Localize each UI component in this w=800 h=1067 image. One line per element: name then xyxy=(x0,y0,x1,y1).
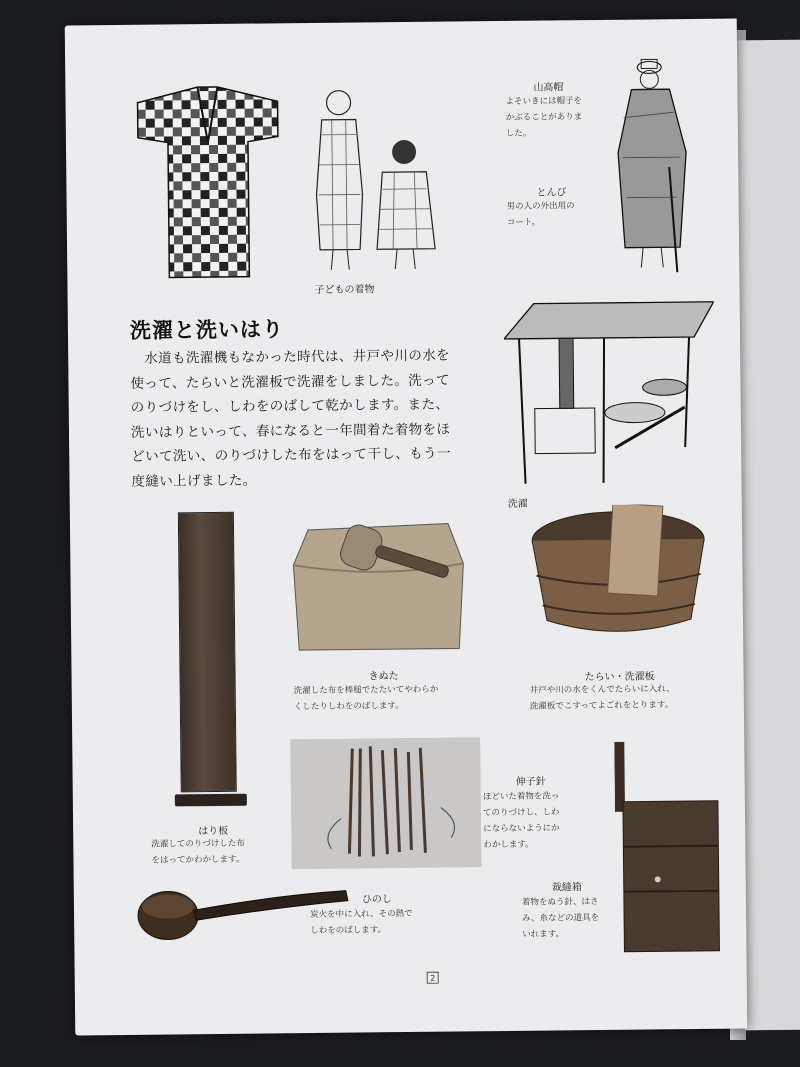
page-number: 2 xyxy=(427,972,439,984)
hinoshi-desc-1: 炭火を中に入れ、その熱で xyxy=(310,908,413,921)
man-coat-illustration xyxy=(613,57,705,278)
tonbi-block xyxy=(506,183,616,231)
tarai-desc-2: 洗濯板でこすってよごれをとります。 xyxy=(529,700,674,712)
tarai-photo xyxy=(528,504,709,646)
paragraph-line-3: のりづけをし、しわをのばして乾かします。また、 xyxy=(130,396,450,416)
hinoshi-desc-2: しわをのばします。 xyxy=(310,925,387,937)
yamataka-desc-2: かぶることがありま xyxy=(505,112,583,123)
paragraph-line-6: 度縫い上げました。 xyxy=(131,472,257,490)
hariita-board-base xyxy=(175,794,247,807)
section-title: 洗濯と洗いはり xyxy=(129,317,285,343)
saihoubako-desc-3: いれます。 xyxy=(522,929,565,940)
shinshi-title: 伸子針 xyxy=(515,776,546,788)
kinuta-title: きぬた xyxy=(368,671,399,683)
paragraph-line-4: 洗いはりといって、春になると一年間着た着物をほ xyxy=(130,421,451,441)
children-illustration xyxy=(303,84,445,275)
paragraph-line-1: 水道も洗濯機もなかった時代は、井戸や川の水を xyxy=(144,347,451,367)
hinoshi-title: ひのし xyxy=(361,894,392,906)
hariita-desc-2: をはってかわかします。 xyxy=(151,854,245,866)
book-page xyxy=(65,19,748,1036)
yamataka-block xyxy=(505,78,616,142)
tonbi-desc-2: コート。 xyxy=(506,217,541,228)
saihoubako-desc-1: 着物をぬう針、はさ xyxy=(521,897,599,908)
paragraph-line-2: 使って、たらいと洗濯板で洗濯をしました。洗って xyxy=(130,372,450,392)
yamataka-desc-1: よそいきには帽子を xyxy=(505,96,583,107)
shinshi-desc-2: てのりづけし、しわ xyxy=(482,807,560,819)
kinuta-photo xyxy=(288,503,470,665)
paragraph-line-5: どいて洗い、のりづけした布をはって干し、もう一 xyxy=(131,445,452,465)
shinshi-desc-3: にならないようにか xyxy=(483,823,560,835)
yamataka-desc-3: した。 xyxy=(505,128,532,139)
hariita-desc-1: 洗濯してのりづけした布 xyxy=(151,838,245,850)
hariita-title: はり板 xyxy=(198,825,229,838)
kimono-illustration xyxy=(127,81,289,283)
kinuta-desc-1: 洗濯した布を棒槌でたたいてやわらか xyxy=(293,684,439,697)
saihoubako-desc-2: み、糸などの道具を xyxy=(522,912,600,924)
main-paragraph xyxy=(130,343,502,494)
washing-scene-illustration xyxy=(504,297,716,489)
saihoubako-title: 裁縫箱 xyxy=(551,882,582,894)
hariita-board-photo xyxy=(178,512,237,793)
shinshi-photo xyxy=(290,737,481,869)
yamataka-title: 山高帽 xyxy=(533,82,564,94)
tarai-desc-1: 井戸や川の水をくんでたらいに入れ、 xyxy=(529,684,675,696)
kinuta-desc-2: くしたりしわをのばします。 xyxy=(293,701,404,713)
shinshi-desc-1: ほどいた着物を洗っ xyxy=(482,791,560,803)
washing-caption: 洗濯 xyxy=(507,498,528,510)
shinshi-desc-4: わかします。 xyxy=(483,839,534,851)
kimono-caption: 子どもの着物 xyxy=(314,284,375,296)
tarai-title: たらい・洗濯板 xyxy=(584,671,655,684)
tonbi-desc-1: 男の人の外出用の xyxy=(506,201,575,212)
tonbi-title: とんび xyxy=(536,187,567,199)
